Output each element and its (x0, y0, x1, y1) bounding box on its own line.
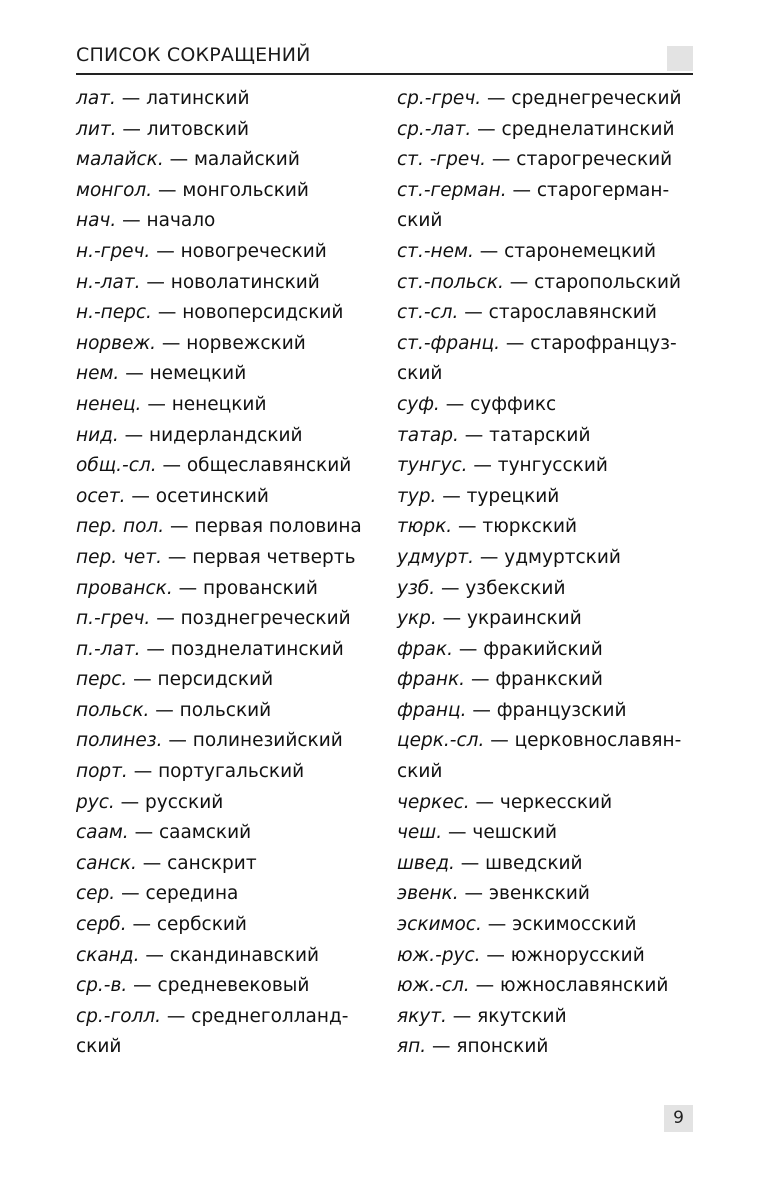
abbreviation-meaning: — монгольский (152, 179, 309, 201)
abbreviation: фрак. (397, 638, 453, 660)
abbreviation-list-right (397, 84, 697, 1063)
abbreviation-entry (397, 543, 697, 574)
abbreviation: норвеж. (76, 332, 156, 354)
abbreviation-meaning: — новоперсидский (151, 302, 344, 324)
abbreviation-meaning: — скандинавский (139, 944, 320, 966)
abbreviation-meaning: — первая половина (164, 516, 362, 538)
abbreviation-entry (397, 696, 697, 727)
abbreviation-entry (397, 145, 697, 176)
abbreviation: ст.-франц. (397, 332, 500, 354)
abbreviation-meaning: — середина (115, 883, 239, 905)
abbreviation-meaning: — малайский (163, 149, 300, 171)
abbreviation-entry (397, 849, 697, 880)
abbreviation-meaning: ский (397, 363, 443, 385)
abbreviation-meaning: — новолатинский (140, 271, 320, 293)
abbreviation: лат. (76, 88, 116, 109)
abbreviation-entry (397, 1002, 697, 1033)
abbreviation-meaning: — старопольский (503, 271, 682, 293)
abbreviation-entry (76, 941, 376, 972)
abbreviation-meaning: ский (76, 1036, 122, 1058)
abbreviation: юж.-рус. (397, 944, 481, 966)
abbreviation-entry (76, 849, 376, 880)
abbreviation-entry (76, 176, 376, 207)
abbreviation-entry (397, 237, 697, 268)
abbreviation-meaning: — общеславянский (156, 455, 352, 477)
abbreviation: ср.-лат. (397, 118, 472, 140)
abbreviation-meaning: — персидский (127, 669, 274, 691)
abbreviation-entry (397, 1032, 697, 1063)
abbreviation-meaning: — фракийский (452, 638, 603, 660)
abbreviation-meaning: — тунгусский (467, 455, 608, 477)
abbreviation: ср.-греч. (397, 88, 482, 109)
abbreviation: н.-лат. (76, 271, 141, 293)
abbreviation-meaning: — церковнославян- (484, 730, 682, 752)
abbreviation: лит. (76, 118, 117, 140)
abbreviation: узб. (397, 577, 436, 599)
abbreviation: пер. чет. (76, 546, 162, 568)
abbreviation-entry (397, 788, 697, 819)
abbreviation-entry (76, 543, 376, 574)
abbreviation: яп. (397, 1036, 427, 1058)
abbreviation-entry (76, 604, 376, 635)
abbreviation-meaning: — французский (466, 699, 627, 721)
abbreviation-meaning: — суффикс (439, 393, 557, 415)
abbreviation-entry (76, 726, 376, 757)
abbreviation: юж.-сл. (397, 975, 470, 997)
abbreviation-entry (76, 788, 376, 819)
abbreviation: нид. (76, 424, 119, 446)
abbreviation-meaning: — немецкий (119, 363, 247, 385)
abbreviation-entry (397, 757, 697, 788)
abbreviation-meaning: — норвежский (156, 332, 306, 354)
abbreviation-meaning: — нидерландский (118, 424, 303, 446)
abbreviation-entry (397, 268, 697, 299)
header-decoration-box (667, 46, 693, 71)
abbreviation-meaning: — среднеголланд- (161, 1005, 349, 1027)
abbreviation-meaning: ский (397, 210, 443, 232)
abbreviation: польск. (76, 699, 150, 721)
abbreviation-entry (76, 268, 376, 299)
abbreviation-entry (76, 115, 376, 146)
abbreviation: эскимос. (397, 914, 482, 936)
abbreviation-entry (397, 298, 697, 329)
abbreviation-meaning: — прованский (172, 577, 318, 599)
abbreviation-meaning: — польский (149, 699, 272, 721)
abbreviation-meaning: — санскрит (136, 852, 257, 874)
abbreviation-entry (76, 512, 376, 543)
abbreviation-meaning: — татарский (458, 424, 591, 446)
abbreviation-entry (397, 329, 697, 360)
abbreviation-meaning: — южнославянский (469, 975, 669, 997)
abbreviation: монгол. (76, 179, 153, 201)
abbreviation-meaning: — латинский (115, 88, 250, 109)
abbreviation-meaning: — удмуртский (474, 546, 621, 568)
abbreviation-entry (76, 696, 376, 727)
abbreviation: саам. (76, 822, 129, 844)
abbreviation-meaning: — эвенкский (458, 883, 590, 905)
abbreviation-entry (397, 941, 697, 972)
abbreviation-meaning: — осетинский (125, 485, 269, 507)
abbreviation: сканд. (76, 944, 140, 966)
abbreviation-entry (397, 665, 697, 696)
abbreviation-entry (76, 665, 376, 696)
abbreviation: черкес. (397, 791, 470, 813)
abbreviation-meaning: — японский (426, 1036, 549, 1058)
abbreviation: серб. (76, 914, 127, 936)
abbreviation: укр. (397, 608, 437, 630)
page-number: 9 (664, 1105, 693, 1132)
abbreviation-meaning: — литовский (116, 118, 250, 140)
abbreviation-list-left (76, 84, 376, 1063)
abbreviation: тюрк. (397, 516, 453, 538)
abbreviation-meaning: — саамский (128, 822, 252, 844)
abbreviation: пер. пол. (76, 516, 165, 538)
page-header (76, 42, 693, 75)
abbreviation-entry (397, 604, 697, 635)
abbreviation-meaning: — позднегреческий (150, 608, 351, 630)
abbreviation: общ.-сл. (76, 455, 157, 477)
abbreviation-entry (76, 1002, 376, 1033)
abbreviation: осет. (76, 485, 126, 507)
abbreviation-entry (397, 971, 697, 1002)
abbreviation-entry (397, 910, 697, 941)
abbreviation: удмурт. (397, 546, 475, 568)
abbreviation-meaning: — старославянский (458, 302, 657, 324)
abbreviation-entry (76, 359, 376, 390)
abbreviation: ст.-сл. (397, 302, 459, 324)
abbreviation: тунгус. (397, 455, 468, 477)
abbreviation: малайск. (76, 149, 164, 171)
abbreviation-entry (397, 879, 697, 910)
abbreviation-entry (76, 1032, 376, 1063)
abbreviation: франц. (397, 699, 467, 721)
abbreviation-entry (76, 879, 376, 910)
abbreviation: франк. (397, 669, 466, 691)
abbreviation-entry (76, 574, 376, 605)
abbreviation-meaning: — шведский (454, 852, 583, 874)
abbreviation-entry (397, 635, 697, 666)
abbreviation-entry (76, 237, 376, 268)
abbreviation-entry (397, 206, 697, 237)
abbreviation: церк.-сл. (397, 730, 485, 752)
abbreviation-meaning: — старогреческий (486, 149, 673, 171)
abbreviation-meaning: — новогреческий (150, 240, 327, 262)
abbreviation-entry (397, 482, 697, 513)
abbreviation-meaning: — узбекский (435, 577, 566, 599)
abbreviation-meaning: — черкесский (469, 791, 613, 813)
abbreviation-meaning: — старонемецкий (473, 240, 657, 262)
abbreviation-entry (76, 757, 376, 788)
abbreviation: ст.-польск. (397, 271, 504, 293)
abbreviation-meaning: — южнорусский (480, 944, 645, 966)
abbreviation-entry (397, 451, 697, 482)
abbreviation: чеш. (397, 822, 443, 844)
abbreviation: тур. (397, 485, 437, 507)
abbreviation: ст.-герман. (397, 179, 507, 201)
abbreviation: эвенк. (397, 883, 459, 905)
abbreviation-entry (76, 206, 376, 237)
abbreviation: п.-греч. (76, 608, 151, 630)
abbreviation-meaning: — начало (116, 210, 216, 232)
abbreviation-meaning: — русский (114, 791, 224, 813)
abbreviation-entry (76, 635, 376, 666)
abbreviation-meaning: — позднелатинский (140, 638, 344, 660)
abbreviation: полинез. (76, 730, 163, 752)
abbreviation-entry (76, 451, 376, 482)
abbreviation-entry (397, 574, 697, 605)
abbreviation: н.-перс. (76, 302, 152, 324)
abbreviation-meaning: — чешский (442, 822, 558, 844)
abbreviation: рус. (76, 791, 115, 813)
abbreviation: ст. -греч. (397, 149, 487, 171)
abbreviation-meaning: — средневековый (127, 975, 310, 997)
abbreviation: п.-лат. (76, 638, 141, 660)
abbreviation-entry (76, 329, 376, 360)
abbreviation-meaning: — старогерман- (506, 179, 670, 201)
abbreviation-entry (76, 145, 376, 176)
abbreviation: перс. (76, 669, 128, 691)
abbreviation: порт. (76, 761, 128, 783)
abbreviation-meaning: — среднелатинский (471, 118, 675, 140)
abbreviation-entry (397, 726, 697, 757)
abbreviation: ср.-в. (76, 975, 128, 997)
abbreviation-entry (397, 818, 697, 849)
abbreviation-meaning: — украинский (436, 608, 582, 630)
abbreviation: н.-греч. (76, 240, 151, 262)
abbreviation: прованск. (76, 577, 173, 599)
abbreviation-meaning: — тюркский (452, 516, 578, 538)
abbreviation-entry (76, 390, 376, 421)
abbreviation-entry (76, 298, 376, 329)
abbreviation-meaning: — ненецкий (141, 393, 267, 415)
abbreviation-meaning: — старофранцуз- (499, 332, 677, 354)
abbreviation-entry (397, 84, 697, 115)
abbreviation-entry (76, 84, 376, 115)
abbreviation: якут. (397, 1005, 447, 1027)
abbreviation-entry (397, 390, 697, 421)
abbreviation-entry (397, 512, 697, 543)
abbreviation-meaning: ский (397, 761, 443, 783)
abbreviation: ср.-голл. (76, 1005, 162, 1027)
abbreviation: татар. (397, 424, 459, 446)
abbreviation-entry (397, 421, 697, 452)
abbreviation: ст.-нем. (397, 240, 474, 262)
abbreviation: суф. (397, 393, 440, 415)
abbreviation: сер. (76, 883, 116, 905)
abbreviation-meaning: — якутский (446, 1005, 567, 1027)
abbreviation-entry (397, 176, 697, 207)
abbreviation-entry (397, 359, 697, 390)
abbreviation: нем. (76, 363, 120, 385)
abbreviation-meaning: — полинезийский (162, 730, 343, 752)
abbreviation-meaning: — португальский (127, 761, 305, 783)
abbreviation-meaning: — сербский (126, 914, 247, 936)
abbreviation-meaning: — первая четверть (161, 546, 356, 568)
abbreviation-meaning: — эскимосский (481, 914, 637, 936)
abbreviation-entry (397, 115, 697, 146)
abbreviation: санск. (76, 852, 137, 874)
abbreviation: швед. (397, 852, 455, 874)
abbreviation-meaning: — среднегреческий (481, 88, 682, 109)
abbreviation-entry (76, 421, 376, 452)
abbreviation: нач. (76, 210, 117, 232)
page-title: СПИСОК СОКРАЩЕНИЙ (76, 44, 311, 66)
abbreviation-entry (76, 910, 376, 941)
abbreviation-entry (76, 482, 376, 513)
abbreviation-meaning: — франкский (465, 669, 603, 691)
abbreviation-entry (76, 971, 376, 1002)
abbreviation-entry (76, 818, 376, 849)
abbreviation-meaning: — турецкий (436, 485, 560, 507)
abbreviation: ненец. (76, 393, 142, 415)
